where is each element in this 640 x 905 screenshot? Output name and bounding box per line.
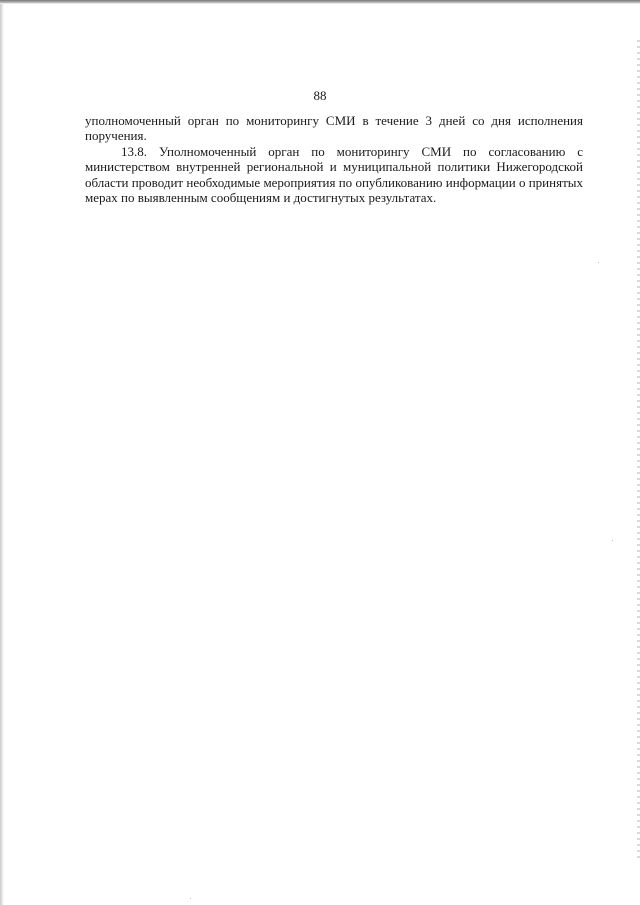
document-body	[85, 113, 583, 205]
page-number: 88	[313, 88, 327, 103]
scan-edge-left	[0, 4, 4, 905]
paragraph-continuation: уполномоченный орган по мониторингу СМИ в течение 3 дней со дня исполнения поручения.	[85, 113, 583, 144]
scan-speck	[190, 898, 191, 899]
paragraph-13-8: 13.8. Уполномоченный орган по мониторингу СМИ по согласованию с министерством внутренней региональной и муниципальной политики Нижегородской области проводит необходимые мероприятия по опубликованию информации о принятых мерах по выявленным сообщениям и достигнутых результатах.	[85, 143, 583, 206]
scan-speck	[612, 540, 613, 541]
scan-edge-top	[0, 0, 640, 4]
scan-speck	[598, 262, 599, 263]
